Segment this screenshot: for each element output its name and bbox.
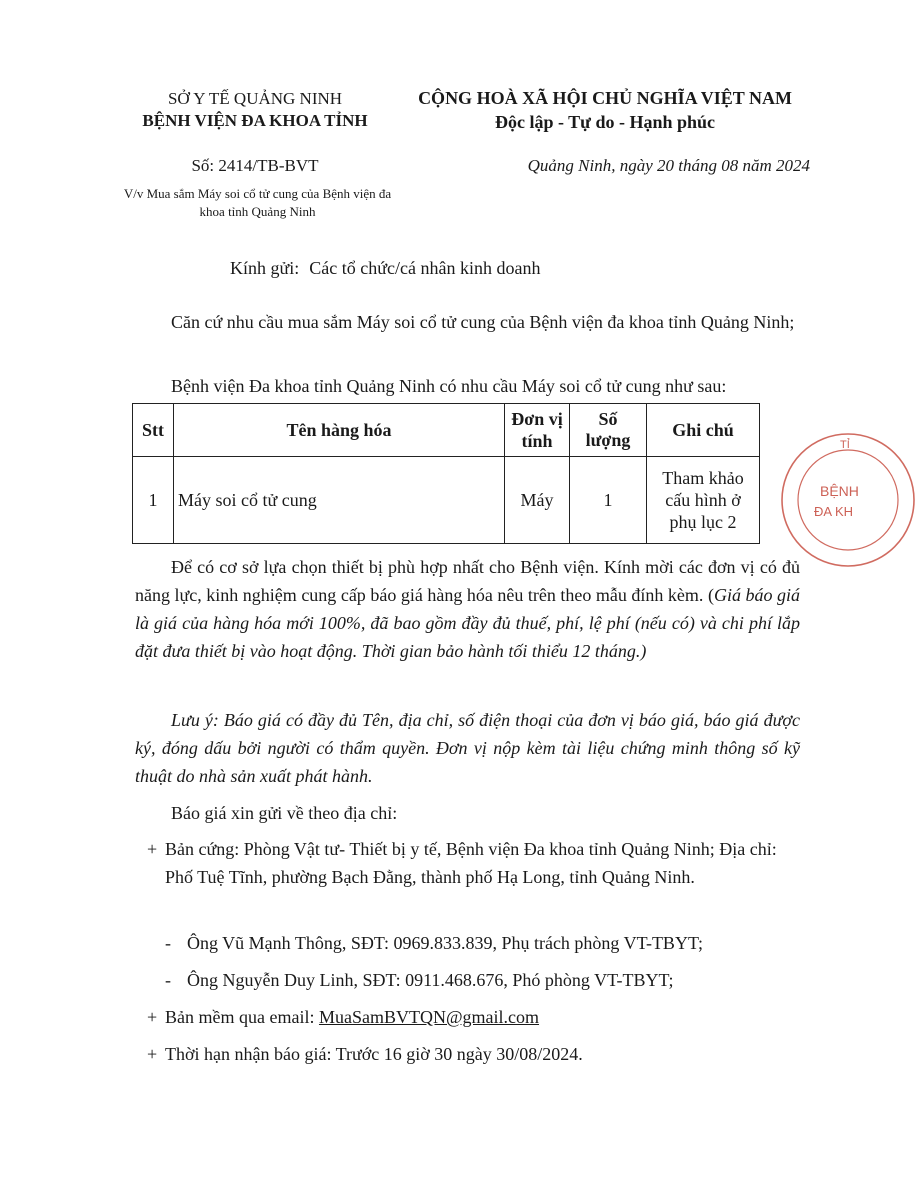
cell-stt: 1	[133, 457, 174, 544]
subject-line-2: khoa tỉnh Quảng Ninh	[199, 204, 316, 219]
greeting-recipients: Các tổ chức/cá nhân kinh doanh	[309, 258, 541, 278]
cell-unit: Máy	[505, 457, 570, 544]
contact-2: Ông Nguyễn Duy Linh, SĐT: 0911.468.676, Phó phòng VT-TBYT;	[187, 970, 674, 990]
cell-name: Máy soi cổ tử cung	[174, 457, 505, 544]
issuer-block	[110, 88, 400, 132]
soft-copy-line	[165, 1003, 805, 1031]
agency-name: SỞ Y TẾ QUẢNG NINH	[167, 89, 343, 108]
greeting-label: Kính gửi:	[230, 258, 300, 278]
header-note: Ghi chú	[647, 404, 760, 457]
motto: Độc lập - Tự do - Hạnh phúc	[494, 112, 716, 132]
paragraph-basis: Căn cứ nhu cầu mua sắm Máy soi cổ tử cung của Bệnh viện đa khoa tỉnh Quảng Ninh;	[171, 312, 795, 332]
subject-line-1: V/v Mua sắm Máy soi cổ tử cung của Bệnh viện đa	[123, 186, 392, 201]
paragraph-note: Lưu ý: Báo giá có đầy đủ Tên, địa chỉ, số điện thoại của đơn vị báo giá, báo giá được ký, đóng dấu bởi người có thẩm quyền. Đơn vị nộp kèm tài liệu chứng minh thông số kỹ thuật do nhà sản xuất phát hành.	[135, 710, 800, 786]
header-unit: Đơn vị tính	[505, 404, 570, 457]
dash-marker: -	[165, 933, 171, 953]
national-heading	[395, 86, 815, 134]
bullet-marker: +	[147, 1044, 158, 1064]
header-name: Tên hàng hóa	[174, 404, 505, 457]
greeting	[230, 258, 540, 279]
document-date: Quảng Ninh, ngày 20 tháng 08 năm 2024	[527, 156, 810, 175]
bullet-marker: +	[147, 1007, 158, 1027]
stamp-text-line2: ĐA KH	[814, 504, 854, 519]
table-header-row	[133, 404, 760, 457]
paragraph-need: Bệnh viện Đa khoa tỉnh Quảng Ninh có nhu cầu Máy soi cổ tử cung như sau:	[171, 376, 727, 396]
stamp-text-line1: BỆNH	[820, 483, 859, 499]
paragraph-invitation	[135, 553, 800, 665]
cell-note: Tham khảo cấu hình ở phụ lục 2	[647, 457, 760, 544]
stamp-text-top: TỈ	[840, 439, 850, 451]
header-stt: Stt	[133, 404, 174, 457]
invitation-italic: Giá báo giá là giá của hàng hóa mới 100%, đã bao gồm đầy đủ thuế, phí, lệ phí (nếu có) và chi phí lắp đặt đưa thiết bị vào hoạt động. Thời gian bảo hành tối thiểu 12 tháng.)	[135, 585, 800, 661]
subject-line	[100, 185, 415, 221]
email-label: Bản mềm qua email:	[165, 1007, 315, 1027]
hard-copy-address: Bản cứng: Phòng Vật tư- Thiết bị y tế, Bệnh viện Đa khoa tỉnh Quảng Ninh; Địa chỉ: Phố Tuệ Tĩnh, phường Bạch Đằng, thành phố Hạ Long, tỉnh Quảng Ninh.	[165, 839, 777, 887]
dash-marker: -	[165, 970, 171, 990]
stamp-seal	[778, 430, 918, 570]
org-name: BỆNH VIỆN ĐA KHOA TỈNH	[142, 111, 368, 130]
email-link[interactable]: MuaSamBVTQN@gmail.com	[318, 1007, 540, 1027]
invitation-text: Để có cơ sở lựa chọn thiết bị phù hợp nhất cho Bệnh viện. Kính mời các đơn vị có đủ năng lực, kinh nghiệm cung cấp báo giá hàng hóa nêu trên theo mẫu đính kèm. (	[135, 557, 800, 605]
document-number: Số: 2414/TB-BVT	[191, 156, 319, 175]
address-intro: Báo giá xin gửi về theo địa chỉ:	[171, 803, 398, 823]
country-name: CỘNG HOÀ XÃ HỘI CHỦ NGHĨA VIỆT NAM	[418, 88, 792, 108]
cell-qty: 1	[570, 457, 647, 544]
header-qty: Số lượng	[570, 404, 647, 457]
deadline: Thời hạn nhận báo giá: Trước 16 giờ 30 ngày 30/08/2024.	[165, 1044, 583, 1064]
goods-table	[132, 403, 760, 544]
bullet-marker: +	[147, 839, 158, 859]
contact-1: Ông Vũ Mạnh Thông, SĐT: 0969.833.839, Phụ trách phòng VT-TBYT;	[187, 933, 703, 953]
table-row	[133, 457, 760, 544]
